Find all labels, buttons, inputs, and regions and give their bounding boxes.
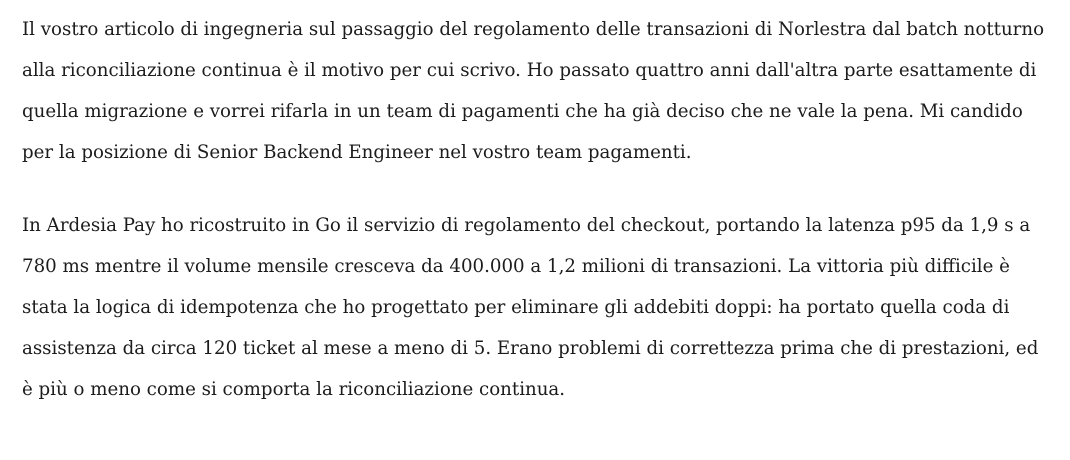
cover-letter-body xyxy=(22,9,1052,410)
paragraph-intro: Il vostro articolo di ingegneria sul passaggio del regolamento delle transazioni di Norlestra dal batch notturno alla riconciliazione continua è il motivo per cui scrivo. Ho passato quattro anni dall'altra parte esattamente di quella migrazione e vorrei rifarla in un team di pagamenti che ha già deciso che ne vale la pena. Mi candido per la posizione di Senior Backend Engineer nel vostro team pagamenti. xyxy=(22,19,1045,163)
paragraph-experience: In Ardesia Pay ho ricostruito in Go il servizio di regolamento del checkout, portando la latenza p95 da 1,9 s a 780 ms mentre il volume mensile cresceva da 400.000 a 1,2 milioni di transazioni. La vittoria più difficile è stata la logica di idempotenza che ho progettato per eliminare gli addebiti doppi: ha portato quella coda di assistenza da circa 120 ticket al mese a meno di 5. Erano problemi di correttezza prima che di prestazioni, ed è più o meno come si comporta la riconciliazione continua. xyxy=(22,215,1039,400)
